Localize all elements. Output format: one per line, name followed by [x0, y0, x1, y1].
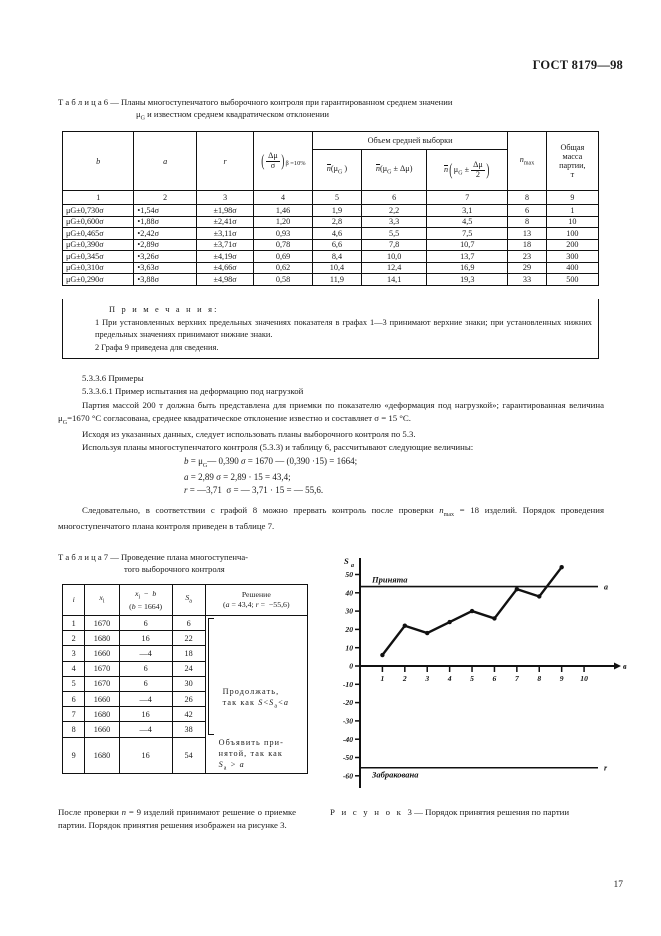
table6-cell-nmax: 13 [508, 228, 546, 240]
table7-cell-sa: 6 [172, 616, 205, 631]
table7-caption-line1: Т а б л и ц а 7 — Проведение плана многоступенча- [58, 552, 249, 562]
table7-cell-diff: 6 [119, 661, 172, 676]
table7-cell-i: 7 [63, 707, 85, 722]
table6-note-1: 1 При установленных верхних предельных значениях показателя в графах 1—3 принимают верхние знаки; при установленных нижних предельных значениях принимают нижние знаки. [95, 317, 592, 340]
table7-cell-xi: 1680 [85, 631, 119, 646]
table7-cell-xi: 1670 [85, 676, 119, 691]
x-axis-arrow [614, 663, 621, 670]
table6-cell-mass: 400 [546, 262, 598, 274]
heading-53361: 5.3.3.6.1 Пример испытания на деформацию под нагрузкой [82, 386, 304, 397]
table6-header-a: a [134, 132, 196, 191]
table6-container [62, 131, 599, 286]
table7-cell-diff: 16 [119, 631, 172, 646]
table6-colnum-2: 2 [134, 191, 196, 205]
equation-b: $b = \mu_G—$ 0,390 σ = 1670 — (0,390 ·15) = 1664; [184, 455, 358, 469]
table-row [63, 616, 308, 631]
table7-cell-i: 1 [63, 616, 85, 631]
x-tick-label: 1 [380, 674, 385, 683]
data-point [492, 616, 496, 620]
table6-header-col7: $n(\mu_G$ ± $\frac{\Delta\mu}{2}$ ) [427, 150, 508, 191]
table6-header-r: r [196, 132, 253, 191]
x-tick-label: 6 [492, 674, 497, 683]
table6-cell-a: •3,88σ [134, 274, 196, 286]
x-tick-label: 10 [580, 674, 588, 683]
table6-note-2: 2 Графа 9 приведена для сведения. [95, 342, 219, 352]
table7-cell-sa: 30 [172, 676, 205, 691]
table-row [63, 228, 599, 240]
table7-cell-diff: 16 [119, 737, 172, 773]
table6-cell-col6: 12,4 [362, 262, 427, 274]
table6-cell-b: μG±0,390σ [63, 239, 134, 251]
reject-region-label: Забракована [372, 769, 419, 780]
table6-cell-col6: 10,0 [362, 251, 427, 263]
table6-cell-r: ±1,98σ [196, 205, 253, 217]
table7-header-decision: Решение (a = 43,4; r = −55,6) [205, 585, 307, 616]
x-tick-label: 7 [514, 674, 519, 683]
table6-cell-b: μG±0,730σ [63, 205, 134, 217]
table6-cell-col7: 19,3 [427, 274, 508, 286]
table7-cell-xi: 1670 [85, 661, 119, 676]
table6-cell-a: •1,88σ [134, 216, 196, 228]
paragraph-conclusion: Следовательно, в соответствии с графой 8 можно прервать контроль после проверки $n_{max} = 18$ изделий. Порядок проведения многоступенчатого плана контроля приведен в таблице 7. [58, 504, 604, 531]
y-tick-label: 10 [345, 643, 353, 653]
paragraph-after-check: После проверки n = 9 изделий принимают решение о приемке партии. Порядок принятия решения изображен на рисунке 3. [58, 807, 296, 831]
y-tick-label: -50 [342, 753, 353, 763]
x-tick-label: 5 [470, 674, 474, 683]
table6-cell-mass: 500 [546, 274, 598, 286]
table6-cell-mass: 100 [546, 228, 598, 240]
y-tick-label: 30 [345, 606, 353, 616]
table6-cell-col6: 3,3 [362, 216, 427, 228]
table6-cell-mass: 300 [546, 251, 598, 263]
y-tick-label: -40 [342, 734, 353, 744]
y-axis-label-sub: a [351, 563, 354, 569]
table6-cell-col6: 2,2 [362, 205, 427, 217]
data-point [470, 609, 474, 613]
table7-cell-sa: 54 [172, 737, 205, 773]
table6-header-col5: $n(\mu_G$ ) [312, 150, 361, 191]
table6-cell-mass: 1 [546, 205, 598, 217]
accept-line-marker: a [604, 582, 608, 592]
table6-header-b: b [63, 132, 134, 191]
table6-colnum-7: 7 [427, 191, 508, 205]
table6-header-mass: Общая масса партии, т [546, 132, 598, 191]
reject-line-marker: r [604, 763, 608, 773]
table6-cell-col5: 6,6 [312, 239, 361, 251]
table6-cell-nmax: 33 [508, 274, 546, 286]
table6-cell-ratio: 0,93 [254, 228, 313, 240]
table-row [63, 737, 308, 773]
table6-cell-mass: 200 [546, 239, 598, 251]
table6-cell-ratio: 0,58 [254, 274, 313, 286]
table6-cell-r: ±4,19σ [196, 251, 253, 263]
table6-caption-line1: Т а б л и ц а 6 — Планы многоступенчатого выборочного контроля при гарантированном среднем значении [58, 97, 453, 107]
table6-cell-col6: 14,1 [362, 274, 427, 286]
table6-column-numbers-row [63, 191, 599, 205]
table6-cell-nmax: 23 [508, 251, 546, 263]
heading-5336: 5.3.3.6 Примеры [82, 373, 144, 383]
figure-caption: Р и с у н о к 3 — Порядок принятия решения по партии [330, 807, 570, 817]
x-tick-label: 2 [402, 674, 407, 683]
data-point [425, 631, 429, 635]
table6-colnum-9: 9 [546, 191, 598, 205]
table6-cell-col7: 16,9 [427, 262, 508, 274]
table6-cell-col5: 11,9 [312, 274, 361, 286]
table6-caption-line2: $\mu_G$ и известном среднем квадратическом отклонении [136, 109, 330, 123]
data-point [380, 653, 384, 657]
y-tick-label: -30 [342, 716, 353, 726]
accept-region-label: Принята [372, 574, 408, 585]
table6-notes [62, 299, 599, 359]
table7-cell-diff: 6 [119, 616, 172, 631]
table6-colnum-6: 6 [362, 191, 427, 205]
figure-3 [330, 548, 630, 806]
table6-cell-col7: 4,5 [427, 216, 508, 228]
decision-chart-svg [330, 548, 630, 806]
table7-header-i: i [63, 585, 85, 616]
table6-cell-ratio: 0,78 [254, 239, 313, 251]
data-point [515, 587, 519, 591]
table6-cell-a: •2,89σ [134, 239, 196, 251]
table6-cell-col5: 1,9 [312, 205, 361, 217]
table7-header-sa: $S_a$ [172, 585, 205, 616]
y-tick-label: 50 [345, 570, 353, 580]
table6-header-nmax: $n_{max}$ [508, 132, 546, 191]
table6-cell-a: •3,26σ [134, 251, 196, 263]
table7-cell-xi: 1680 [85, 707, 119, 722]
table7-body [63, 616, 308, 774]
table7-header-xi: $x_i$ [85, 585, 119, 616]
table6-header-ratio: ( $\frac{\Delta\mu}{\sigma}$ )$_{\beta =10\%}$ [254, 132, 313, 191]
y-tick-label: 0 [349, 661, 353, 671]
table6-cell-r: ±2,41σ [196, 216, 253, 228]
x-tick-label: 4 [447, 674, 452, 683]
table6-cell-ratio: 1,20 [254, 216, 313, 228]
table7-cell-i: 5 [63, 676, 85, 691]
table7-cell-i: 9 [63, 737, 85, 773]
table6-cell-col7: 3,1 [427, 205, 508, 217]
table7-cell-sa: 42 [172, 707, 205, 722]
table7-header-row [63, 585, 308, 616]
table7-cell-diff: —4 [119, 646, 172, 661]
table6-cell-r: ±4,66σ [196, 262, 253, 274]
x-axis-label: в [623, 662, 627, 671]
table6-colnum-4: 4 [254, 191, 313, 205]
y-tick-group [343, 570, 360, 780]
table7-decision-continue: Продолжать, так как $S<S_a<a$ [205, 616, 307, 738]
table-row [63, 216, 599, 228]
table6-caption [58, 96, 604, 124]
table7-cell-i: 2 [63, 631, 85, 646]
table6-cell-nmax: 29 [508, 262, 546, 274]
table6-colnum-5: 5 [312, 191, 361, 205]
table6-cell-ratio: 0,62 [254, 262, 313, 274]
table6-cell-a: •3,63σ [134, 262, 196, 274]
table6-cell-b: μG±0,600σ [63, 216, 134, 228]
x-tick-label: 3 [425, 674, 430, 683]
data-point [537, 594, 541, 598]
y-tick-label: -20 [342, 698, 353, 708]
y-axis-label: S [344, 556, 349, 566]
table-row [63, 251, 599, 263]
table6-cell-b: μG±0,290σ [63, 274, 134, 286]
standard-number: ГОСТ 8179—98 [532, 58, 623, 72]
table7-header-diff: $x_i - b$ (b = 1664) [119, 585, 172, 616]
table7-cell-diff: —4 [119, 722, 172, 737]
table6-cell-r: ±3,71σ [196, 239, 253, 251]
paragraph-use-plans: Исходя из указанных данных, следует использовать планы выборочного контроля по 5.3. [82, 428, 416, 439]
y-tick-label: 40 [345, 588, 353, 598]
paragraph-example-intro: Партия массой 200 т должна быть представлена для приемки по показателю «деформация под нагрузкой»; гарантированная величина $\mu_G=1670$ °С согласована, среднее квадратическое отклонение известно и составляет σ = 15 °С. [58, 399, 604, 426]
table7-cell-i: 8 [63, 722, 85, 737]
body-text-block [58, 372, 604, 533]
x-tick-group [381, 666, 589, 683]
table6-group-header: Объем средней выборки [312, 132, 507, 150]
table7-cell-xi: 1660 [85, 691, 119, 706]
table7-caption-line2: того выборочного контроля [124, 564, 225, 575]
table6 [62, 131, 599, 286]
data-point [559, 565, 563, 569]
y-tick-label: -10 [342, 679, 353, 689]
table6-cell-a: •1,54σ [134, 205, 196, 217]
table7-cell-diff: —4 [119, 691, 172, 706]
table6-cell-col6: 5,5 [362, 228, 427, 240]
table6-cell-col5: 2,8 [312, 216, 361, 228]
table7-cell-diff: 16 [119, 707, 172, 722]
table6-body [63, 205, 599, 286]
table6-cell-mass: 10 [546, 216, 598, 228]
table-row [63, 274, 599, 286]
table6-header-row [63, 132, 599, 150]
table6-cell-r: ±4,98σ [196, 274, 253, 286]
data-point [403, 624, 407, 628]
x-tick-label: 8 [537, 674, 542, 683]
table7-cell-xi: 1670 [85, 616, 119, 631]
data-point [447, 620, 451, 624]
table6-cell-ratio: 1,46 [254, 205, 313, 217]
table-row [63, 239, 599, 251]
table7-cell-xi: 1660 [85, 646, 119, 661]
table6-cell-col6: 7,8 [362, 239, 427, 251]
table6-cell-r: ±3,11σ [196, 228, 253, 240]
table6-colnum-3: 3 [196, 191, 253, 205]
table6-cell-ratio: 0,69 [254, 251, 313, 263]
table-row [63, 262, 599, 274]
table7-cell-sa: 22 [172, 631, 205, 646]
bottom-left-text [58, 806, 296, 832]
table7 [62, 584, 308, 774]
table7-cell-diff: 6 [119, 676, 172, 691]
table7-cell-xi: 1660 [85, 722, 119, 737]
table7-cell-i: 6 [63, 691, 85, 706]
table7-cell-sa: 18 [172, 646, 205, 661]
table6-cell-b: μG±0,465σ [63, 228, 134, 240]
table6-cell-col7: 13,7 [427, 251, 508, 263]
table7-caption [58, 551, 308, 576]
table6-cell-col5: 4,6 [312, 228, 361, 240]
table6-cell-col7: 10,7 [427, 239, 508, 251]
equation-a: a = 2,89 σ = 2,89 · 15 = 43,4; [184, 471, 291, 482]
table7-cell-i: 4 [63, 661, 85, 676]
table7-cell-sa: 38 [172, 722, 205, 737]
table6-header-col6: $n(\mu_G \pm \Delta\mu)$ [362, 150, 427, 191]
table6-cell-col7: 7,5 [427, 228, 508, 240]
table-row [63, 205, 599, 217]
table7-cell-xi: 1680 [85, 737, 119, 773]
data-point-group [380, 565, 564, 657]
y-tick-label: -60 [342, 771, 353, 781]
table6-cell-b: μG±0,310σ [63, 262, 134, 274]
table6-cell-nmax: 18 [508, 239, 546, 251]
table7-container [62, 584, 308, 774]
y-tick-label: 20 [345, 625, 353, 634]
table6-colnum-1: 1 [63, 191, 134, 205]
table7-cell-sa: 24 [172, 661, 205, 676]
table6-colnum-8: 8 [508, 191, 546, 205]
table6-notes-title: П р и м е ч а н и я: [109, 305, 219, 314]
x-tick-label: 9 [559, 674, 564, 683]
table7-decision-accept: Объявить при- нятой, так как $S_a > a$ [205, 737, 307, 773]
paragraph-compute: Используя планы многоступенчатого контроля (5.3.3) и таблицу 6, рассчитывают следующие величины: [82, 442, 474, 453]
table6-cell-col5: 8,4 [312, 251, 361, 263]
table7-cell-sa: 26 [172, 691, 205, 706]
table6-cell-col5: 10,4 [312, 262, 361, 274]
equation-r: r = —3,71 σ = — 3,71 · 15 = — 55,6. [184, 485, 324, 496]
table7-cell-i: 3 [63, 646, 85, 661]
table6-cell-nmax: 8 [508, 216, 546, 228]
table6-cell-a: •2,42σ [134, 228, 196, 240]
table6-cell-nmax: 6 [508, 205, 546, 217]
table6-cell-b: μG±0,345σ [63, 251, 134, 263]
page-number: 17 [613, 880, 623, 890]
